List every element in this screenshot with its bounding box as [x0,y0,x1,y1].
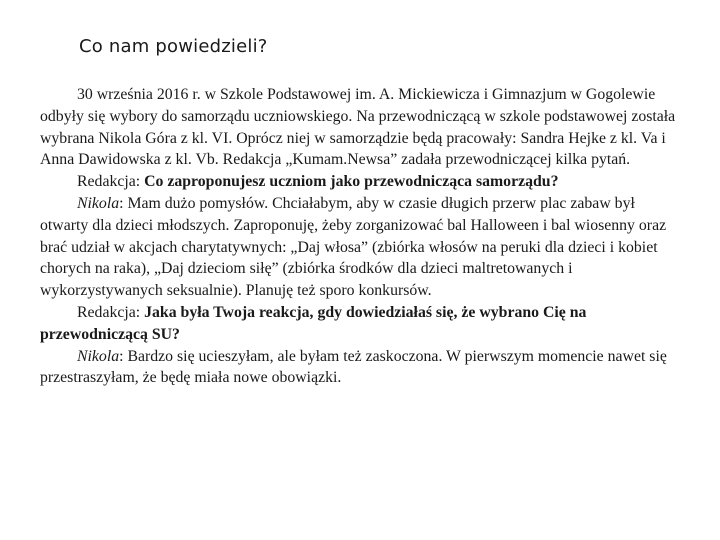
question-text: Jaka była Twoja reakcja, gdy dowiedziałaś się, że wybrano Cię na przewodniczącą SU? [40,303,587,343]
speaker-label-redakcja: Redakcja: [77,303,145,321]
page-title: Co nam powiedzieli? [79,36,268,57]
speaker-label-nikola: Nikola [77,194,120,212]
speaker-separator: : [119,347,128,365]
article-body [40,84,680,389]
question-text: Co zaproponujesz uczniom jako przewodnicząca samorządu? [144,173,559,191]
speaker-label-nikola: Nikola [77,347,120,365]
answer-text: Mam dużo pomysłów. Chciałabym, aby w czasie długich przerw plac zabaw był otwarty dla dzieci młodszych. Zaproponuję, żeby zorganizować bal Halloween i bal wiosenny oraz brać udział w akcjach charytatywnych: „Daj włosa” (zbiórka włosów na peruki dla dzieci i kobiet chorych na raka), „Daj dzieciom siłę” (zbiórka środków dla dzieci maltretowanych i wykorzystywanych seksualnie). Planuję też sporo konkursów. [40,194,667,300]
interview-answer-2 [40,346,680,390]
speaker-separator: : [119,194,128,212]
interview-question-1 [40,171,680,193]
interview-question-2 [40,302,680,346]
speaker-label-redakcja: Redakcja: [77,173,145,191]
interview-answer-1 [40,193,680,302]
answer-text: Bardzo się ucieszyłam, ale byłam też zaskoczona. W pierwszym momencie nawet się przestraszyłam, że będę miała nowe obowiązki. [40,347,667,387]
intro-paragraph: 30 września 2016 r. w Szkole Podstawowej im. A. Mickiewicza i Gimnazjum w Gogolewie odbyły się wybory do samorządu uczniowskiego. Na przewodniczącą w szkole podstawowej została wybrana Nikola Góra z kl. VI. Oprócz niej w samorządzie będą pracowały: Sandra Hejke z kl. Va i Anna Dawidowska z kl. Vb. Redakcja „Kumam.Newsa” zadała przewodniczącej kilka pytań. [40,86,676,169]
